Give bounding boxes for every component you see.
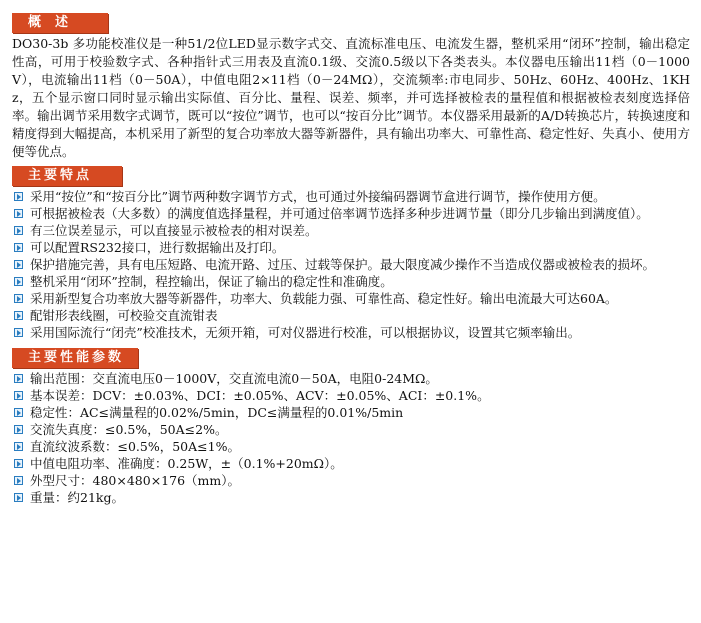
list-item bbox=[12, 222, 690, 239]
page bbox=[12, 11, 690, 511]
arrow-square-icon bbox=[14, 209, 23, 218]
arrow-square-icon bbox=[14, 328, 23, 337]
list-item bbox=[12, 273, 690, 290]
list-item bbox=[12, 370, 690, 387]
arrow-square-icon bbox=[14, 243, 23, 252]
arrow-square-icon bbox=[14, 425, 23, 434]
list-item-text: 可根据被检表（大多数）的满度值选择量程，并可通过倍率调节选择多种步进调节量（即分几步输出到满度值）。 bbox=[30, 206, 649, 221]
arrow-square-icon bbox=[14, 277, 23, 286]
arrow-square-icon bbox=[14, 459, 23, 468]
arrow-square-icon bbox=[14, 260, 23, 269]
list-item bbox=[12, 256, 690, 273]
list-item bbox=[12, 205, 690, 222]
arrow-square-icon bbox=[14, 493, 23, 502]
list-item-text: 采用国际流行“闭壳”校准技术，无须开箱，可对仪器进行校准，可以根据协议，设置其它频率输出。 bbox=[30, 325, 581, 340]
list-item-text: 直流纹波系数：≤0.5%，50A≤1%。 bbox=[30, 439, 240, 454]
list-item-text: 整机采用“闭环”控制，程控输出，保证了输出的稳定性和准确度。 bbox=[30, 274, 393, 289]
list-item bbox=[12, 489, 690, 506]
list-item-text: 保护措施完善，具有电压短路、电流开路、过压、过载等保护。最大限度减少操作不当造成仪器或被检表的损坏。 bbox=[30, 257, 656, 272]
list-item bbox=[12, 438, 690, 455]
section-header-overview: 概述 bbox=[12, 13, 108, 33]
overview-text: DO30-3b 多功能校准仪是一种51/2位LED显示数字式交、直流标准电压、电流发生器，整机采用“闭环”控制，输出稳定性高，可用于校验数字式、各种指针式三用表及直流0.1级、交流0.5级以下各类表头。本仪器电压输出11档（0－1000V），电流输出11档（0－50A），中值电阻2×11档（0－24MΩ），交流频率:市电同步、50Hz、60Hz、400Hz、1KHz，五个显示窗口同时显示输出实际值、百分比、量程、误差、频率，并可选择被检表的量程值和根据被检表刻度选择倍率。输出调节采用数字式调节，既可以“按位”调节，也可以“按百分比”调节。本仪器采用最新的A/D转换芯片，转换速度和精度得到大幅提高，本机采用了新型的复合功率放大器等新器件，具有输出功率大、可靠性高、稳定性好、失真小、使用方便等优点。 bbox=[12, 36, 690, 159]
arrow-square-icon bbox=[14, 294, 23, 303]
list-item-text: 有三位误差显示，可以直接显示被检表的相对误差。 bbox=[30, 223, 318, 238]
arrow-square-icon bbox=[14, 391, 23, 400]
list-item bbox=[12, 324, 690, 341]
arrow-square-icon bbox=[14, 374, 23, 383]
list-item-text: 配钳形表线圈，可校验交直流钳表 bbox=[30, 308, 218, 323]
arrow-square-icon bbox=[14, 192, 23, 201]
list-item-text: 重量：约21kg。 bbox=[30, 490, 124, 505]
list-item bbox=[12, 421, 690, 438]
list-item bbox=[12, 472, 690, 489]
list-item-text: 交流失真度：≤0.5%，50A≤2%。 bbox=[30, 422, 228, 437]
list-item-text: 中值电阻功率、准确度：0.25W，±（0.1%+20mΩ）。 bbox=[30, 456, 343, 471]
list-item-text: 稳定性：AC≤满量程的0.02%/5min，DC≤满量程的0.01%/5min bbox=[30, 405, 404, 420]
list-item bbox=[12, 290, 690, 307]
list-item bbox=[12, 307, 690, 324]
list-item-text: 输出范围：交直流电压0－1000V，交直流电流0－50A，电阻0-24MΩ。 bbox=[30, 371, 438, 386]
section-header-params: 主要性能参数 bbox=[12, 348, 138, 368]
params-list bbox=[12, 370, 690, 506]
list-item bbox=[12, 188, 690, 205]
list-item bbox=[12, 455, 690, 472]
list-item-text: 基本误差：DCV：±0.03%、DCI：±0.05%、ACV：±0.05%、ACI：±0.1%。 bbox=[30, 388, 490, 403]
list-item bbox=[12, 387, 690, 404]
arrow-square-icon bbox=[14, 408, 23, 417]
arrow-square-icon bbox=[14, 442, 23, 451]
features-list bbox=[12, 188, 690, 341]
list-item bbox=[12, 404, 690, 421]
list-item bbox=[12, 239, 690, 256]
list-item-text: 可以配置RS232接口，进行数据输出及打印。 bbox=[30, 240, 285, 255]
arrow-square-icon bbox=[14, 226, 23, 235]
list-item-text: 外型尺寸：480×480×176（mm）。 bbox=[30, 473, 240, 488]
list-item-text: 采用新型复合功率放大器等新器件，功率大、负载能力强、可靠性高、稳定性好。输出电流最大可达60A。 bbox=[30, 291, 618, 306]
arrow-square-icon bbox=[14, 476, 23, 485]
list-item-text: 采用“按位”和“按百分比”调节两种数字调节方式，也可通过外接编码器调节盒进行调节，操作使用方便。 bbox=[30, 189, 606, 204]
section-header-features: 主要特点 bbox=[12, 166, 122, 186]
arrow-square-icon bbox=[14, 311, 23, 320]
